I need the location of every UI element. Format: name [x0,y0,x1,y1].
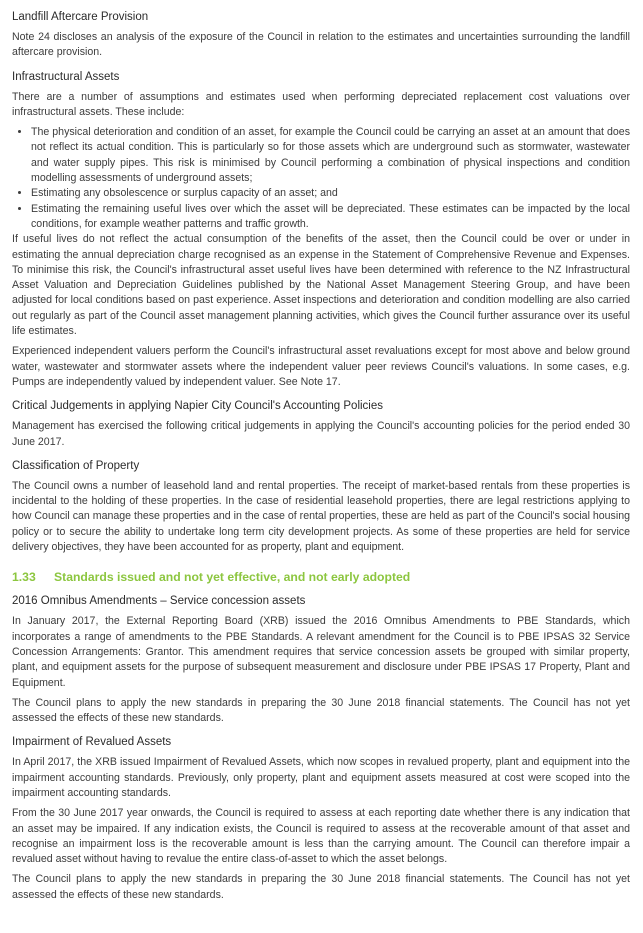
critical-judgements-heading: Critical Judgements in applying Napier City Council's Accounting Policies [12,400,384,413]
section-number: 1.33 [12,570,36,585]
omnibus-heading: 2016 Omnibus Amendments – Service concession assets [12,595,306,608]
infrastructural-intro: There are a number of assumptions and estimates used when performing depreciated replacement cost valuations over infrastructural assets. These include: [12,90,630,118]
valuers-paragraph: Experienced independent valuers perform the Council's infrastructural asset revaluations except for most above and below ground water, wastewater and stormwater assets where the independent valuer peer reviews Council's valuations. In some cases, e.g. Pumps are independently valued by independent valuer. See Note 17. [12,345,630,388]
list-item: • The physical deterioration and condition of an asset, for example the Council could be carrying an asset at an amount that does not reflect its actual condition. This is particularly so for those assets which are underground such as stormwater, wastewater and water supply pipes. This risk is minimised by Council performing a combination of physical inspections and condition modelling assessments of underground assets; [31,125,630,186]
impairment-paragraph-2: From the 30 June 2017 year onwards, the Council is required to assess at each reporting date whether there is any indication that an asset may be impaired. If any indication exists, the Council is required to assess at the recoverable amount of that asset and recognise an impairment loss is the recoverable amount is less than the carrying amount. The Council can therefore impair a revalued asset without having to revalue the entire class-of-asset to which the asset belongs. [12,807,630,866]
classification-paragraph: The Council owns a number of leasehold land and rental properties. The receipt of market-based rentals from these properties is incidental to the holding of these properties. In the case of residential leasehold properties, there are legal restrictions applying to how Council can manage these properties and in the case of rental properties, these are held as part of the Council's social housing policy or to secure the ability to undertake long term city development projects. As some of these properties are held for service delivery objectives, they have been accounted for as property, plant and equipment. [12,479,630,554]
omnibus-paragraph: In January 2017, the External Reporting Board (XRB) issued the 2016 Omnibus Amendments to PBE Standards, which incorporates a range of amendments to the PBE Standards. A relevant amendment for the Council is to PBE IPSAS 32 Service Concession Arrangements: Grantor. This amendment requires that service concession assets be grouped with similar property, plant, and equipment assets for the purpose of subsequent measurement and disclosure under PBE IPSAS 17 Property, Plant and Equipment. [12,615,630,689]
impairment-heading: Impairment of Revalued Assets [12,736,172,749]
list-item: • Estimating the remaining useful lives over which the asset will be depreciated. These estimates can be impacted by the local conditions, for example weather patterns and traffic growth. [31,202,630,233]
impairment-paragraph-1: In April 2017, the XRB issued Impairment of Revalued Assets, which now scopes in revalued property, plant and equipment into the impairment accounting standards. Previously, only property, plant and equipment assets measured at cost were scoped into the impairment accounting standards. [12,756,630,799]
useful-lives-paragraph: If useful lives do not reflect the actual consumption of the benefits of the asset, then the Council could be over or under in estimating the annual depreciation charge recognised as an expense in the Statement of Comprehensive Revenue and Expenses. To minimise this risk, the Council's infrastructural asset useful lives have been determined with reference to the NZ Infrastructural Asset Valuation and Depreciation Guidelines published by the National Asset Management Steering Group, and have been adjusted for local conditions based on past experience. Asset inspections and deterioration and condition modelling are also carried out regularly as part of the Council asset management planning activities, which gives the Council further assurance over its useful life estimates. [12,233,630,338]
classification-heading: Classification of Property [12,459,140,472]
critical-judgements-paragraph: Management has exercised the following critical judgements in applying the Council's accounting policies for the period ended 30 June 2017. [12,420,630,448]
list-item: • Estimating any obsolescence or surplus capacity of an asset; and [31,186,630,201]
section-title: Standards issued and not yet effective, and not early adopted [54,570,411,585]
landfill-paragraph: Note 24 discloses an analysis of the exposure of the Council in relation to the estimates and uncertainties surrounding the landfill aftercare provision. [12,31,630,59]
impairment-plan-paragraph: The Council plans to apply the new standards in preparing the 30 June 2018 financial statements. The Council has not yet assessed the effects of these new standards. [12,873,630,901]
landfill-heading: Landfill Aftercare Provision [12,11,149,23]
omnibus-plan-paragraph: The Council plans to apply the new standards in preparing the 30 June 2018 financial statements. The Council has not yet assessed the effects of these new standards. [12,696,630,725]
section-heading [12,569,630,585]
infrastructural-heading: Infrastructural Assets [12,70,120,83]
infrastructural-bullet-list [12,125,630,232]
